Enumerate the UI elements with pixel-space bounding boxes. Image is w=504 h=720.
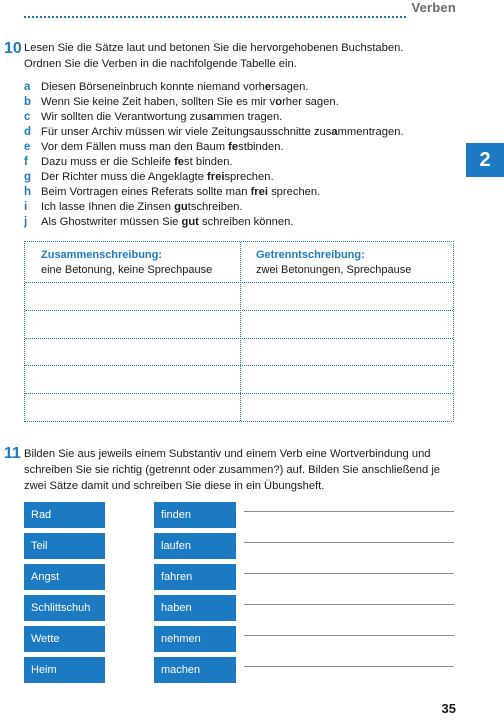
table-row-divider	[25, 365, 453, 366]
verb-box: fahren	[154, 564, 236, 590]
answer-line[interactable]	[244, 542, 454, 543]
exercise-10-instruction: Lesen Sie die Sätze laut und betonen Sie die hervorgehobenen Buchstaben. Ordnen Sie die Verben in die nachfolgende Tabelle ein.	[24, 42, 404, 70]
exercise-number-11: 11	[4, 445, 21, 462]
sentence-letter: e	[24, 140, 31, 153]
classification-table	[24, 241, 454, 422]
col2-subtitle: zwei Betonungen, Sprechpause	[256, 264, 412, 276]
sentence-item	[24, 79, 404, 94]
sentence-letter: c	[24, 110, 31, 123]
header-divider	[24, 16, 406, 18]
answer-line[interactable]	[244, 635, 454, 636]
verb-box: machen	[154, 657, 236, 683]
sentence-text: Ich lasse Ihnen die Zinsen gutschreiben.	[41, 200, 243, 213]
table-row-divider	[25, 338, 453, 339]
noun-box: Rad	[24, 502, 105, 528]
noun-box: Wette	[24, 626, 105, 652]
answer-line[interactable]	[244, 666, 454, 667]
chapter-tab: 2	[466, 143, 504, 177]
table-row-divider	[25, 310, 453, 311]
sentence-text: Wenn Sie keine Zeit haben, sollten Sie es mir vorher sagen.	[41, 95, 339, 108]
sentence-text: Beim Vortragen eines Referats sollte man frei sprechen.	[41, 185, 321, 198]
sentence-text: Dazu muss er die Schleife fest binden.	[41, 155, 233, 168]
sentence-list	[24, 79, 404, 229]
sentence-item	[24, 199, 404, 214]
exercise-11-instruction: Bilden Sie aus jeweils einem Substantiv und einem Verb eine Wortverbindung und schreiben Sie sie richtig (getrennt oder zusammen?) auf. Bilden Sie anschließend je zwei Sätze damit und schreiben Sie diese in ein Übungsheft.	[24, 448, 441, 492]
sentence-item	[24, 109, 404, 124]
sentence-text: Als Ghostwriter müssen Sie gut schreiben können.	[41, 215, 294, 228]
verb-box: finden	[154, 502, 236, 528]
exercise-number-10: 10	[4, 40, 22, 57]
col1-subtitle: eine Betonung, keine Sprechpause	[41, 264, 213, 276]
sentence-text: Der Richter muss die Angeklagte freisprechen.	[41, 170, 274, 183]
verb-box: laufen	[154, 533, 236, 559]
sentence-item	[24, 214, 404, 229]
page-header-title: Verben	[411, 0, 456, 15]
sentence-letter: d	[24, 125, 32, 138]
sentence-item	[24, 139, 404, 154]
col1-title: Zusammenschreibung:	[41, 249, 163, 261]
page-number: 35	[441, 701, 456, 716]
answer-line[interactable]	[244, 604, 454, 605]
sentence-letter: a	[24, 80, 31, 93]
sentence-letter: f	[24, 155, 28, 168]
table-column-divider	[240, 242, 241, 421]
sentence-text: Für unser Archiv müssen wir viele Zeitungsausschnitte zusammentragen.	[41, 125, 404, 138]
sentence-text: Diesen Börseneinbruch konnte niemand vorhersagen.	[41, 80, 309, 93]
answer-line[interactable]	[244, 573, 454, 574]
table-header-col1	[41, 248, 212, 278]
verb-box: haben	[154, 595, 236, 621]
sentence-item	[24, 94, 404, 109]
sentence-text: Vor dem Fällen muss man den Baum festbinden.	[41, 140, 284, 153]
verb-box: nehmen	[154, 626, 236, 652]
table-header-col2	[256, 248, 411, 278]
col2-title: Getrenntschreibung:	[256, 249, 365, 261]
sentence-item	[24, 184, 404, 199]
answer-line[interactable]	[244, 511, 454, 512]
sentence-item	[24, 154, 404, 169]
noun-box: Angst	[24, 564, 105, 590]
noun-box: Heim	[24, 657, 105, 683]
sentence-text: Wir sollten die Verantwortung zusammen tragen.	[41, 110, 283, 123]
sentence-letter: j	[24, 215, 28, 228]
sentence-letter: h	[24, 185, 32, 198]
sentence-item	[24, 124, 404, 139]
table-row-divider	[25, 393, 453, 394]
sentence-item	[24, 169, 404, 184]
sentence-letter: g	[24, 170, 32, 183]
sentence-letter: i	[24, 200, 28, 213]
table-row-divider	[25, 282, 453, 283]
noun-box: Teil	[24, 533, 105, 559]
noun-box: Schlittschuh	[24, 595, 105, 621]
sentence-letter: b	[24, 95, 32, 108]
